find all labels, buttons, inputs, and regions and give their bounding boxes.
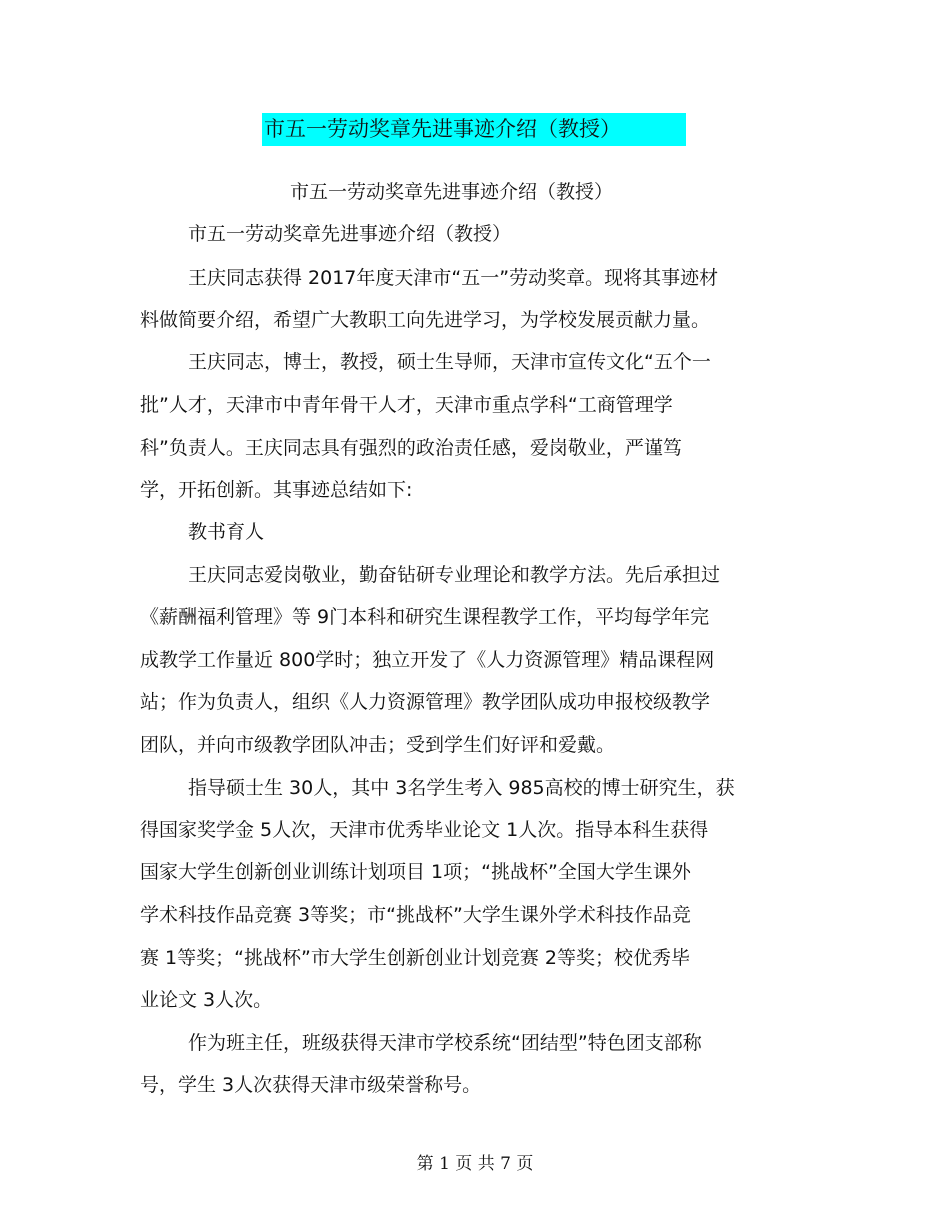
body-line: 王庆同志获得 2017年度天津市“五一”劳动奖章。现将其事迹材 bbox=[188, 267, 719, 289]
body-line: 得国家奖学金 5人次，天津市优秀毕业论文 1人次。指导本科生获得 bbox=[140, 819, 709, 841]
body-line: 科”负责人。王庆同志具有强烈的政治责任感，爱岗敬业，严谨笃 bbox=[140, 437, 682, 459]
body-line: 业论文 3人次。 bbox=[140, 989, 273, 1011]
section-heading: 教书育人 bbox=[188, 521, 265, 543]
document-title-highlighted bbox=[262, 113, 686, 146]
body-line: 市五一劳动奖章先进事迹介绍（教授） bbox=[188, 223, 512, 245]
subtitle: 市五一劳动奖章先进事迹介绍（教授） bbox=[290, 181, 614, 203]
body-line: 指导硕士生 30人，其中 3名学生考入 985高校的博士研究生，获 bbox=[188, 777, 735, 799]
body-line: 料做简要介绍，希望广大教职工向先进学习，为学校发展贡献力量。 bbox=[140, 309, 711, 331]
body-line: 号，学生 3人次获得天津市级荣誉称号。 bbox=[140, 1074, 482, 1096]
body-line: 成教学工作量近 800学时；独立开发了《人力资源管理》精品课程网 bbox=[140, 649, 715, 671]
body-line: 《薪酬福利管理》等 9门本科和研究生课程教学工作，平均每学年完 bbox=[140, 606, 710, 628]
document-title-text: 市五一劳动奖章先进事迹介绍（教授） bbox=[264, 117, 621, 141]
body-line: 国家大学生创新创业训练计划项目 1项；“挑战杯”全国大学生课外 bbox=[140, 861, 691, 883]
body-line: 王庆同志爱岗敬业，勤奋钻研专业理论和教学方法。先后承担过 bbox=[188, 564, 721, 586]
body-line: 作为班主任，班级获得天津市学校系统“团结型”特色团支部称 bbox=[188, 1032, 702, 1054]
body-line: 批”人才，天津市中青年骨干人才，天津市重点学科“工商管理学 bbox=[140, 394, 673, 416]
body-line: 学术科技作品竞赛 3等奖；市“挑战杯”大学生课外学术科技作品竞 bbox=[140, 904, 691, 926]
body-line: 赛 1等奖；“挑战杯”市大学生创新创业计划竞赛 2等奖；校优秀毕 bbox=[140, 947, 690, 969]
page-number: 第 1 页 共 7 页 bbox=[416, 1154, 534, 1174]
body-line: 站；作为负责人，组织《人力资源管理》教学团队成功申报校级教学 bbox=[140, 691, 711, 713]
body-line: 学，开拓创新。其事迹总结如下: bbox=[140, 479, 413, 501]
body-line: 团队，并向市级教学团队冲击；受到学生们好评和爱戴。 bbox=[140, 734, 616, 756]
body-line: 王庆同志，博士，教授，硕士生导师，天津市宣传文化“五个一 bbox=[188, 351, 711, 373]
